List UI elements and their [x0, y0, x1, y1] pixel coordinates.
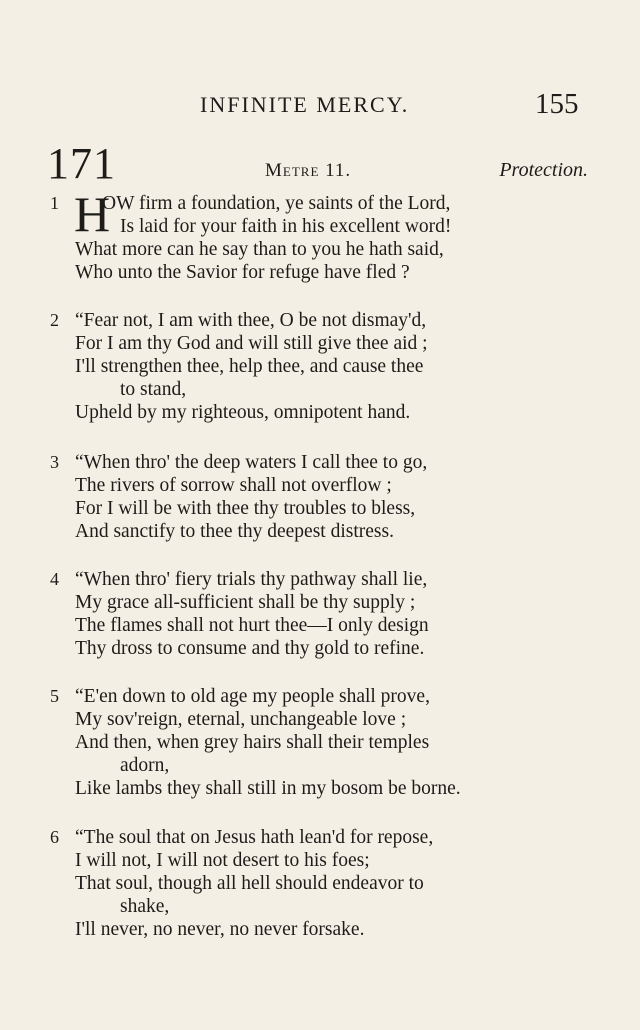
verse-line-turnover: to stand, [120, 379, 187, 400]
verse-line: That soul, though all hell should endeavor to [75, 873, 424, 894]
verse-line: The flames shall not hurt thee—I only design [75, 615, 429, 636]
verse-line: I'll never, no never, no never forsake. [75, 919, 365, 940]
verse-line: I will not, I will not desert to his foes; [75, 850, 370, 871]
verse-line: I'll strengthen thee, help thee, and cause thee [75, 356, 424, 377]
verse-line: OW firm a foundation, ye saints of the Lord, [102, 193, 451, 214]
verse-line: “The soul that on Jesus hath lean'd for repose, [75, 827, 434, 848]
verse-line: And sanctify to thee thy deepest distress. [75, 521, 394, 542]
verse-line: Like lambs they shall still in my bosom be borne. [75, 778, 461, 799]
verse-line: Who unto the Savior for refuge have fled ? [75, 262, 410, 283]
verse-line: “E'en down to old age my people shall prove, [75, 686, 430, 707]
verse-line-turnover: shake, [120, 896, 170, 917]
verse-line: The rivers of sorrow shall not overflow ; [75, 475, 392, 496]
page-number: 155 [535, 88, 579, 120]
verse-line: For I am thy God and will still give thee aid ; [75, 333, 428, 354]
stanza-number: 6 [50, 827, 59, 847]
stanza-number: 5 [50, 686, 59, 706]
verse-line: “When thro' the deep waters I call thee to go, [75, 452, 428, 473]
hymn-number: 171 [47, 139, 116, 188]
verse-line: “Fear not, I am with thee, O be not dismay'd, [75, 310, 427, 331]
running-title: INFINITE MERCY. [200, 92, 410, 117]
verse-line: My sov'reign, eternal, unchangeable love ; [75, 709, 407, 730]
hymn-topic: Protection. [499, 159, 588, 181]
verse-line: What more can he say than to you he hath said, [75, 239, 444, 260]
stanza-number: 1 [50, 193, 59, 213]
stanza-number: 4 [50, 569, 59, 589]
hymn-metre: Metre 11. [265, 160, 352, 181]
stanza-number: 2 [50, 310, 59, 330]
verse-line: For I will be with thee thy troubles to bless, [75, 498, 416, 519]
verse-line: And then, when grey hairs shall their temples [75, 732, 430, 753]
verse-line: Is laid for your faith in his excellent word! [120, 216, 452, 237]
verse-line: Upheld by my righteous, omnipotent hand. [75, 402, 411, 423]
verse-line: Thy dross to consume and thy gold to refine. [75, 638, 425, 659]
verse-line: “When thro' fiery trials thy pathway shall lie, [75, 569, 428, 590]
drop-cap: H [74, 186, 111, 242]
verse-line: My grace all-sufficient shall be thy supply ; [75, 592, 416, 613]
stanza-number: 3 [50, 452, 59, 472]
verse-line-turnover: adorn, [120, 755, 170, 776]
